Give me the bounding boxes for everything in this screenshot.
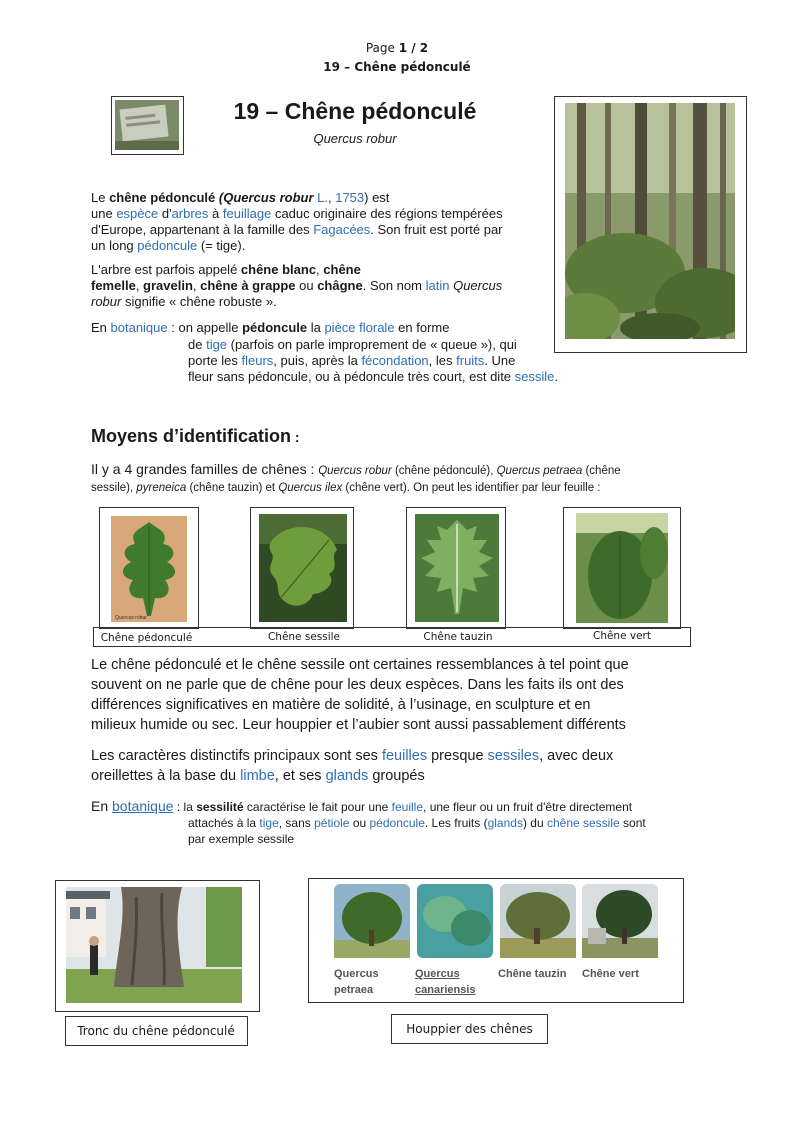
crown-label-vert: Chêne vert: [582, 968, 639, 980]
link-piece-florale[interactable]: pièce florale: [324, 320, 395, 335]
crown-label-tauzin: Chêne tauzin: [498, 968, 567, 980]
link-sessiles[interactable]: sessiles: [487, 748, 540, 764]
link-feuille[interactable]: feuille: [391, 800, 424, 814]
intro-paragraph-1: Le chêne pédonculé (Quercus robur L., 1753) est une espèce d'arbres à feuillage caduc originaire des régions tempérées d'Europe, appartenant à la famille des Fagacées. Son fruit est porté par un long pédoncule (= tige).: [91, 190, 503, 253]
link-limbe[interactable]: limbe: [240, 768, 275, 784]
crown-label-petraea: Quercus petraea: [334, 968, 379, 996]
tree-crown-icon: [334, 884, 410, 958]
doc-latin-name: Quercus robur: [313, 131, 397, 146]
link-fleurs[interactable]: fleurs: [241, 353, 274, 368]
link-arbres[interactable]: arbres: [171, 206, 209, 221]
crowns-panel: [308, 878, 684, 1003]
oak-leaf-icon: [576, 513, 668, 623]
crown-label-canariensis[interactable]: Quercus canariensis: [415, 968, 476, 996]
link-glands-2[interactable]: glands: [487, 816, 523, 830]
trunk-photo-frame: [55, 880, 260, 1012]
tree-crown-icon: [582, 884, 658, 958]
link-tige[interactable]: tige: [206, 337, 228, 352]
leaf-caption: Chêne sessile: [267, 631, 341, 643]
comparison-paragraph: Le chêne pédonculé et le chêne sessile ont certaines ressemblances à tel point que souvent on ne parle que de chêne pour les deux espèces. Dans les faits ils ont des différences significatives en matière de solidité, à l’usinage, en sculpture et en milieux humide ou sec. Leur houppier et l’aubier sont aussi passablement différents: [91, 657, 629, 733]
link-feuillage[interactable]: feuillage: [222, 206, 272, 221]
leaves-panel: [93, 505, 691, 647]
families-text: Il y a 4 grandes familles de chênes : Quercus robur (chêne pédonculé), Quercus petraea (chêne sessile), pyreneica (chêne tauzin) et Quercus ilex (chêne vert). On peut les identifier par leur feuille :: [91, 461, 621, 494]
sessility-paragraph: En botanique : la sessilité caractérise le fait pour une feuille, une fleur ou un fruit d'être directement: [91, 798, 633, 814]
leaf-caption: Chêne vert: [592, 630, 651, 642]
link-latin[interactable]: latin: [425, 278, 450, 293]
leaf-caption-row: [93, 627, 691, 647]
link-chene-sessile[interactable]: chêne sessile: [546, 816, 620, 830]
section-heading-identification: Moyens d’identification :: [91, 426, 300, 446]
crowns-caption-box: [391, 1014, 548, 1044]
page-subtitle: 19 – Chêne pédonculé: [323, 60, 471, 74]
leaf-frame-tauzin: [406, 507, 506, 629]
link-pedoncule-2[interactable]: pédoncule: [369, 816, 425, 830]
link-sessile[interactable]: sessile: [514, 369, 555, 384]
intro-paragraph-2: L'arbre est parfois appelé chêne blanc, chêne femelle, gravelin, chêne à grappe ou châgne. Son nom latin Quercus robur signifie « chêne robuste ».: [91, 262, 503, 309]
link-feuilles[interactable]: feuilles: [381, 748, 428, 764]
link-fecondation[interactable]: fécondation: [361, 353, 429, 368]
link-fruits[interactable]: fruits: [456, 353, 485, 368]
oak-leaf-icon: [415, 514, 499, 622]
tree-crown-icon: [417, 884, 493, 958]
sign-board-thumbnail: [112, 97, 182, 153]
tree-crown-icon: [500, 884, 576, 958]
forest-photo: [565, 103, 735, 339]
forest-photo-frame: [554, 96, 747, 353]
intro-paragraph-3: En botanique : on appelle pédoncule la pièce florale en forme: [91, 320, 450, 335]
link-petiole[interactable]: pétiole: [314, 816, 350, 830]
trunk-caption: Tronc du chêne pédonculé: [77, 1024, 235, 1038]
leaf-frame-vert: [563, 507, 681, 629]
link-espece[interactable]: espèce: [116, 206, 159, 221]
tree-trunk-photo: [66, 887, 242, 1003]
oak-leaf-icon: [111, 516, 187, 622]
link-fagacees[interactable]: Fagacées: [313, 222, 371, 237]
link-tige-2[interactable]: tige: [259, 816, 279, 830]
leaf-tag: Quercus robur: [115, 615, 147, 621]
link-pedoncule[interactable]: pédoncule: [137, 238, 198, 253]
doc-title: 19 – Chêne pédonculé: [233, 98, 477, 124]
leaf-caption: Chêne pédonculé: [100, 632, 193, 644]
sessility-paragraph-cont: attachés à la tige, sans pétiole ou pédoncule. Les fruits (glands) du chêne sessile sont par exemple sessile: [188, 816, 646, 846]
link-linnaeus[interactable]: L.: [317, 190, 328, 205]
page-number: Page 1 / 2: [365, 41, 429, 55]
leaf-frame-pedoncule: [99, 507, 199, 629]
link-botanique[interactable]: botanique: [110, 320, 168, 335]
trunk-caption-box: [65, 1016, 248, 1046]
intro-paragraph-3-cont: de tige (parfois on parle improprement de « queue »), qui porte les fleurs, puis, après la fécondation, les fruits. Une fleur sans pédoncule, ou à pédoncule très court, est dite sessile.: [188, 337, 559, 384]
sign-thumbnail-frame: [111, 96, 184, 155]
oak-leaf-icon: [259, 514, 347, 622]
link-glands[interactable]: glands: [325, 768, 369, 784]
link-1753[interactable]: 1753: [335, 190, 365, 205]
leaf-caption: Chêne tauzin: [423, 631, 493, 643]
link-botanique-2[interactable]: botanique: [112, 798, 174, 814]
leaf-frame-sessile: [250, 507, 354, 629]
distinctive-paragraph: Les caractères distinctifs principaux sont ses feuilles presque sessiles, avec deux oreillettes à la base du limbe, et ses glands groupés: [91, 748, 614, 784]
crowns-caption: Houppier des chênes: [406, 1022, 533, 1036]
